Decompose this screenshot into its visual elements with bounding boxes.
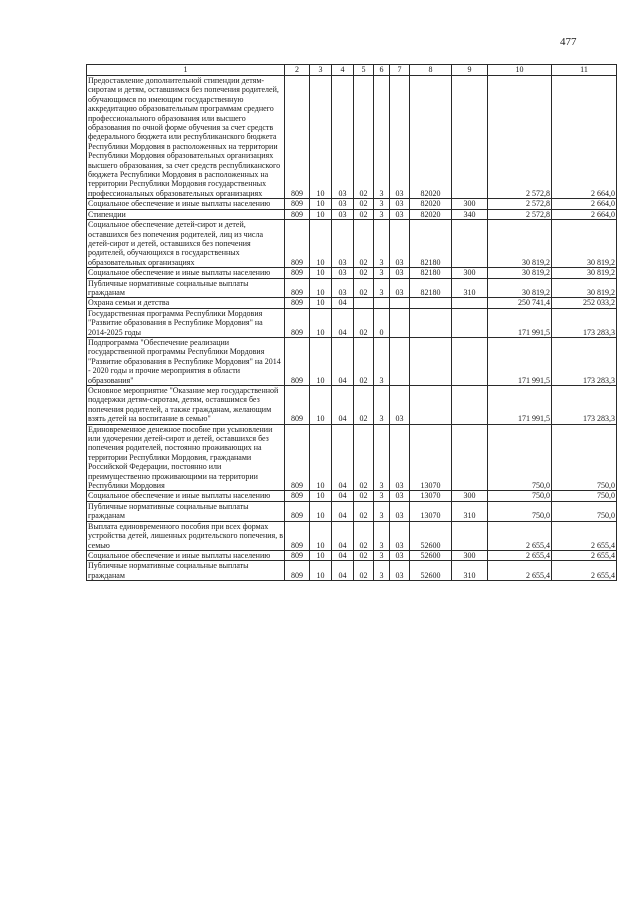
subprogram-cell: 3 <box>374 491 390 501</box>
subprogram-cell: 3 <box>374 220 390 268</box>
amount-cell: 2 572,8 <box>488 76 552 199</box>
activity-cell: 03 <box>390 386 410 425</box>
activity-cell: 03 <box>390 76 410 199</box>
column-header: 4 <box>332 65 354 76</box>
page-number: 477 <box>560 36 577 48</box>
expense-type-cell: 340 <box>452 209 488 219</box>
column-header: 7 <box>390 65 410 76</box>
amount-cell: 2 664,0 <box>552 199 617 209</box>
section-cell: 10 <box>310 268 332 278</box>
subsection-cell: 04 <box>332 501 354 521</box>
item-name-cell: Выплата единовременного пособия при всех формах устройства детей, лишенных родительского попечения, в семью <box>88 521 283 550</box>
subsection-cell: 03 <box>332 209 354 219</box>
expense-type-cell: 300 <box>452 199 488 209</box>
table-header-row <box>87 65 617 76</box>
program-cell: 02 <box>354 491 374 501</box>
item-name-cell: Публичные нормативные социальные выплаты гражданам <box>87 278 285 298</box>
amount-cell: 30 819,2 <box>552 220 617 268</box>
subprogram-cell: 3 <box>374 561 390 581</box>
ministry-code-cell: 809 <box>285 550 310 560</box>
amount-cell: 750,0 <box>552 491 617 501</box>
amount-cell: 30 819,2 <box>488 278 552 298</box>
column-header: 1 <box>87 65 285 76</box>
amount-cell: 2 655,4 <box>552 521 617 550</box>
ministry-code-cell: 809 <box>285 521 310 550</box>
program-cell: 02 <box>354 268 374 278</box>
program-cell: 02 <box>354 521 374 550</box>
amount-cell: 2 664,0 <box>552 209 617 219</box>
subprogram-cell: 3 <box>374 521 390 550</box>
subprogram-cell: 3 <box>374 501 390 521</box>
table-row <box>87 491 617 501</box>
subsection-cell: 04 <box>332 521 354 550</box>
subsection-cell: 04 <box>332 561 354 581</box>
section-cell: 10 <box>310 521 332 550</box>
ministry-code-cell: 809 <box>285 76 310 199</box>
section-cell: 10 <box>310 501 332 521</box>
ministry-code-cell: 809 <box>285 209 310 219</box>
direction-cell <box>410 308 452 337</box>
amount-cell: 750,0 <box>488 424 552 491</box>
ministry-code-cell: 809 <box>285 199 310 209</box>
table-row <box>87 521 617 550</box>
amount-cell: 30 819,2 <box>488 220 552 268</box>
item-name-cell: Социальное обеспечение и иные выплаты населению <box>87 550 285 560</box>
ministry-code-cell: 809 <box>285 298 310 308</box>
amount-cell: 252 033,2 <box>552 298 617 308</box>
amount-cell: 173 283,3 <box>552 308 617 337</box>
subsection-cell: 03 <box>332 220 354 268</box>
expense-type-cell: 310 <box>452 561 488 581</box>
item-name-cell: Социальное обеспечение детей-сирот и детей, оставшихся без попечения родителей, лиц из числа детей-сирот и детей, оставшихся без попечения родителей, обучающихся в государственных образовательных организациях <box>87 220 285 268</box>
activity-cell: 03 <box>390 521 410 550</box>
subprogram-cell: 3 <box>374 278 390 298</box>
ministry-code-cell: 809 <box>285 561 310 581</box>
column-header: 5 <box>354 65 374 76</box>
program-cell: 02 <box>354 337 374 385</box>
item-name-cell: Стипендии <box>87 209 285 219</box>
expense-type-cell <box>452 424 488 491</box>
amount-cell: 750,0 <box>552 424 617 491</box>
table-row <box>87 209 617 219</box>
amount-cell: 2 664,0 <box>552 76 617 199</box>
expense-type-cell <box>452 76 488 199</box>
activity-cell: 03 <box>390 424 410 491</box>
section-cell: 10 <box>310 386 332 425</box>
direction-cell: 82020 <box>410 76 452 199</box>
amount-cell: 2 655,4 <box>488 550 552 560</box>
expense-type-cell: 300 <box>452 491 488 501</box>
subprogram-cell: 3 <box>374 209 390 219</box>
ministry-code-cell: 809 <box>285 424 310 491</box>
section-cell: 10 <box>310 220 332 268</box>
section-cell: 10 <box>310 337 332 385</box>
activity-cell <box>390 308 410 337</box>
item-name-cell: Социальное обеспечение и иные выплаты населению <box>87 268 285 278</box>
column-header: 10 <box>488 65 552 76</box>
activity-cell: 03 <box>390 491 410 501</box>
subsection-cell: 04 <box>332 298 354 308</box>
budget-table <box>86 64 617 581</box>
amount-cell: 171 991,5 <box>488 308 552 337</box>
table-row <box>87 424 617 491</box>
column-header: 11 <box>552 65 617 76</box>
amount-cell: 30 819,2 <box>488 268 552 278</box>
expense-type-cell: 310 <box>452 501 488 521</box>
program-cell: 02 <box>354 550 374 560</box>
section-cell: 10 <box>310 308 332 337</box>
amount-cell: 2 572,8 <box>488 209 552 219</box>
expense-type-cell: 310 <box>452 278 488 298</box>
activity-cell <box>390 298 410 308</box>
amount-cell: 2 655,4 <box>488 561 552 581</box>
subprogram-cell: 3 <box>374 424 390 491</box>
subprogram-cell: 3 <box>374 386 390 425</box>
column-header: 3 <box>310 65 332 76</box>
amount-cell: 2 655,4 <box>552 561 617 581</box>
program-cell: 02 <box>354 76 374 199</box>
subsection-cell: 04 <box>332 308 354 337</box>
direction-cell <box>410 298 452 308</box>
ministry-code-cell: 809 <box>285 278 310 298</box>
item-name-cell: Социальное обеспечение и иные выплаты населению <box>87 199 285 209</box>
item-name-cell: Публичные нормативные социальные выплаты гражданам <box>87 561 285 581</box>
expense-type-cell: 300 <box>452 268 488 278</box>
direction-cell <box>410 386 452 425</box>
program-cell: 02 <box>354 220 374 268</box>
program-cell: 02 <box>354 501 374 521</box>
section-cell: 10 <box>310 209 332 219</box>
section-cell: 10 <box>310 550 332 560</box>
expense-type-cell <box>452 220 488 268</box>
direction-cell: 82180 <box>410 268 452 278</box>
amount-cell: 171 991,5 <box>488 337 552 385</box>
program-cell: 02 <box>354 308 374 337</box>
activity-cell: 03 <box>390 501 410 521</box>
amount-cell: 171 991,5 <box>488 386 552 425</box>
table-row <box>87 308 617 337</box>
column-header: 6 <box>374 65 390 76</box>
activity-cell: 03 <box>390 268 410 278</box>
amount-cell: 30 819,2 <box>552 278 617 298</box>
section-cell: 10 <box>310 298 332 308</box>
expense-type-cell <box>452 298 488 308</box>
column-header: 8 <box>410 65 452 76</box>
amount-cell: 750,0 <box>552 501 617 521</box>
expense-type-cell <box>452 308 488 337</box>
ministry-code-cell: 809 <box>285 220 310 268</box>
program-cell: 02 <box>354 424 374 491</box>
subprogram-cell: 3 <box>374 337 390 385</box>
table-row <box>87 199 617 209</box>
item-name-cell: Основное мероприятие "Оказание мер государственной поддержки детям-сиротам, детям, оставшимся без попечения родителей, а также гражданам, желающим взять детей на воспитание в семью" <box>87 386 285 425</box>
amount-cell: 2 655,4 <box>488 521 552 550</box>
program-cell: 02 <box>354 278 374 298</box>
table-row <box>87 386 617 425</box>
amount-cell: 30 819,2 <box>552 268 617 278</box>
table-row <box>87 550 617 560</box>
subsection-cell: 04 <box>332 424 354 491</box>
column-header: 9 <box>452 65 488 76</box>
table-row <box>87 76 617 199</box>
direction-cell: 13070 <box>410 491 452 501</box>
activity-cell: 03 <box>390 278 410 298</box>
direction-cell: 52600 <box>410 561 452 581</box>
table-row <box>87 268 617 278</box>
direction-cell: 52600 <box>410 521 452 550</box>
subsection-cell: 03 <box>332 199 354 209</box>
item-name-cell: Предоставление дополнительной стипендии детям-сиротам и детям, оставшимся без попечения родителей, обучающимся по имеющим государственную аккредитацию образовательным программам среднего профессионального образования или высшего образования по очной форме обучения за счет средств федерального бюджета или республиканского бюджета Республики Мордовия в расположенных на территории Республики Мордовия образовательных организациях высшего образования, за счет средств республиканского бюджета Республики Мордовия в расположенных на территории Республики Мордовия государственных профессиональных образовательных организациях <box>87 76 285 199</box>
expense-type-cell <box>452 337 488 385</box>
table-row <box>87 220 617 268</box>
ministry-code-cell: 809 <box>285 491 310 501</box>
amount-cell: 2 572,8 <box>488 199 552 209</box>
table-row <box>87 501 617 521</box>
program-cell: 02 <box>354 386 374 425</box>
subprogram-cell <box>374 298 390 308</box>
amount-cell: 750,0 <box>488 501 552 521</box>
subsection-cell: 03 <box>332 268 354 278</box>
activity-cell: 03 <box>390 550 410 560</box>
subprogram-cell: 3 <box>374 199 390 209</box>
column-header: 2 <box>285 65 310 76</box>
expense-type-cell <box>452 386 488 425</box>
section-cell: 10 <box>310 199 332 209</box>
item-name-cell: Охрана семьи и детства <box>87 298 285 308</box>
section-cell: 10 <box>310 561 332 581</box>
subsection-cell: 04 <box>332 386 354 425</box>
item-name-cell: Публичные нормативные социальные выплаты гражданам <box>87 501 285 521</box>
direction-cell: 52600 <box>410 550 452 560</box>
ministry-code-cell: 809 <box>285 501 310 521</box>
expense-type-cell <box>452 521 488 550</box>
subsection-cell: 04 <box>332 491 354 501</box>
activity-cell: 03 <box>390 220 410 268</box>
direction-cell: 82020 <box>410 209 452 219</box>
section-cell: 10 <box>310 278 332 298</box>
amount-cell: 2 655,4 <box>552 550 617 560</box>
table-row <box>87 298 617 308</box>
direction-cell: 13070 <box>410 424 452 491</box>
subprogram-cell: 3 <box>374 76 390 199</box>
activity-cell: 03 <box>390 561 410 581</box>
subprogram-cell: 3 <box>374 268 390 278</box>
ministry-code-cell: 809 <box>285 308 310 337</box>
amount-cell: 750,0 <box>488 491 552 501</box>
subsection-cell: 04 <box>332 337 354 385</box>
item-name-cell: Подпрограмма "Обеспечение реализации государственной программы Республики Мордовия "Развитие образования в Республике Мордовия" на 2014 - 2020 годы и прочие мероприятия в области образования" <box>87 337 285 385</box>
ministry-code-cell: 809 <box>285 337 310 385</box>
program-cell <box>354 298 374 308</box>
ministry-code-cell: 809 <box>285 386 310 425</box>
section-cell: 10 <box>310 76 332 199</box>
subsection-cell: 03 <box>332 278 354 298</box>
subprogram-cell: 3 <box>374 550 390 560</box>
ministry-code-cell: 809 <box>285 268 310 278</box>
expense-type-cell: 300 <box>452 550 488 560</box>
direction-cell <box>410 337 452 385</box>
amount-cell: 173 283,3 <box>552 386 617 425</box>
program-cell: 02 <box>354 561 374 581</box>
amount-cell: 173 283,3 <box>552 337 617 385</box>
direction-cell: 82180 <box>410 278 452 298</box>
section-cell: 10 <box>310 424 332 491</box>
direction-cell: 82020 <box>410 199 452 209</box>
table-row <box>87 337 617 385</box>
program-cell: 02 <box>354 199 374 209</box>
item-name-cell: Государственная программа Республики Мордовия "Развитие образования в Республике Мордовия" на 2014-2025 годы <box>87 308 285 337</box>
activity-cell <box>390 337 410 385</box>
item-name-cell: Единовременное денежное пособие при усыновлении или удочерении детей-сирот и детей, оставшихся без попечения родителей, постоянно проживающих на территории Республики Мордовия, гражданами Российской Федерации, постоянно или преимущественно проживающими на территории Республики Мордовия <box>87 424 285 491</box>
activity-cell: 03 <box>390 199 410 209</box>
item-name-cell: Социальное обеспечение и иные выплаты населению <box>87 491 285 501</box>
table-row <box>87 561 617 581</box>
subprogram-cell: 0 <box>374 308 390 337</box>
section-cell: 10 <box>310 491 332 501</box>
table-row <box>87 278 617 298</box>
program-cell: 02 <box>354 209 374 219</box>
direction-cell: 82180 <box>410 220 452 268</box>
activity-cell: 03 <box>390 209 410 219</box>
amount-cell: 250 741,4 <box>488 298 552 308</box>
subsection-cell: 03 <box>332 76 354 199</box>
subsection-cell: 04 <box>332 550 354 560</box>
direction-cell: 13070 <box>410 501 452 521</box>
